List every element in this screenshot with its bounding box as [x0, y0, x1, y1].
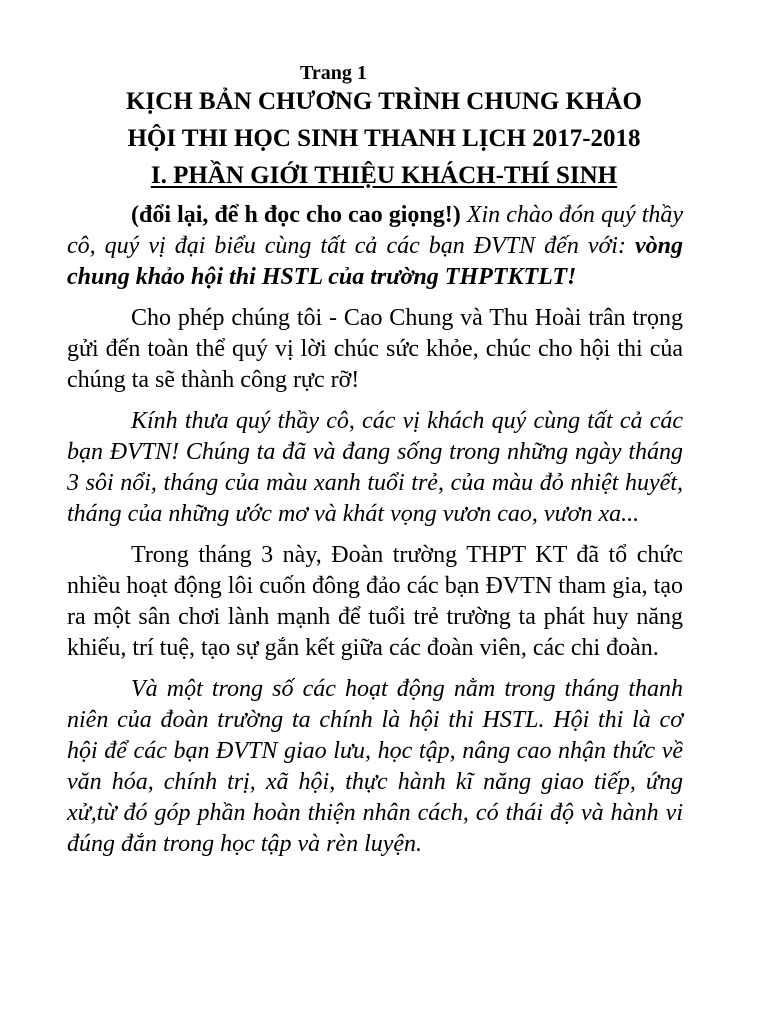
welcome-text: Xin chào đón quý thầy cô, quý vị đại biểu cùng tất cả các bạn ĐVTN đến với: [67, 202, 684, 259]
paragraph-welcome [67, 200, 683, 293]
paragraph-address: Kính thưa quý thầy cô, các vị khách quý cùng tất cả các bạn ĐVTN! Chúng ta đã và đang sống trong những ngày tháng 3 sôi nổi, tháng của màu xanh tuổi trẻ, của màu đỏ nhiệt huyết, tháng của những ước mơ và khát vọng vươn cao, vươn xa... [67, 408, 683, 527]
paragraph-greeting: Cho phép chúng tôi - Cao Chung và Thu Hoài trân trọng gửi đến toàn thể quý vị lời chúc sức khỏe, chúc cho hội thi của chúng ta sẽ thành công rực rỡ! [67, 305, 683, 393]
stage-direction: (đổi lại, để h đọc cho cao giọng!) [131, 202, 461, 228]
page-number: Trang 1 [300, 62, 367, 84]
body-text [67, 200, 683, 870]
contest-title: HỘI THI HỌC SINH THANH LỊCH 2017-2018 [127, 125, 641, 152]
script-title: KỊCH BẢN CHƯƠNG TRÌNH CHUNG KHẢO [125, 88, 642, 115]
welcome-event-name: vòng chung khảo hội thi HSTL của trường THPTKTLT! [67, 233, 683, 290]
paragraph-contest-intro: Và một trong số các hoạt động nằm trong tháng thanh niên của đoàn trường ta chính là hội thi HSTL. Hội thi là cơ hội để các bạn ĐVTN giao lưu, học tập, nâng cao nhận thức về văn hóa, chính trị, xã hội, thực hành kĩ năng giao tiếp, ứng xử,từ đó góp phần hoàn thiện nhân cách, có thái độ và hành vi đúng đắn trong học tập và rèn luyện. [67, 676, 683, 857]
paragraph-activities: Trong tháng 3 này, Đoàn trường THPT KT đã tổ chức nhiều hoạt động lôi cuốn đông đảo các bạn ĐVTN tham gia, tạo ra một sân chơi lành mạnh để tuổi trẻ trường ta phát huy năng khiếu, trí tuệ, tạo sự gắn kết giữa các đoàn viên, các chi đoàn. [67, 542, 683, 661]
section-heading: I. PHẦN GIỚI THIỆU KHÁCH-THÍ SINH [150, 162, 618, 189]
